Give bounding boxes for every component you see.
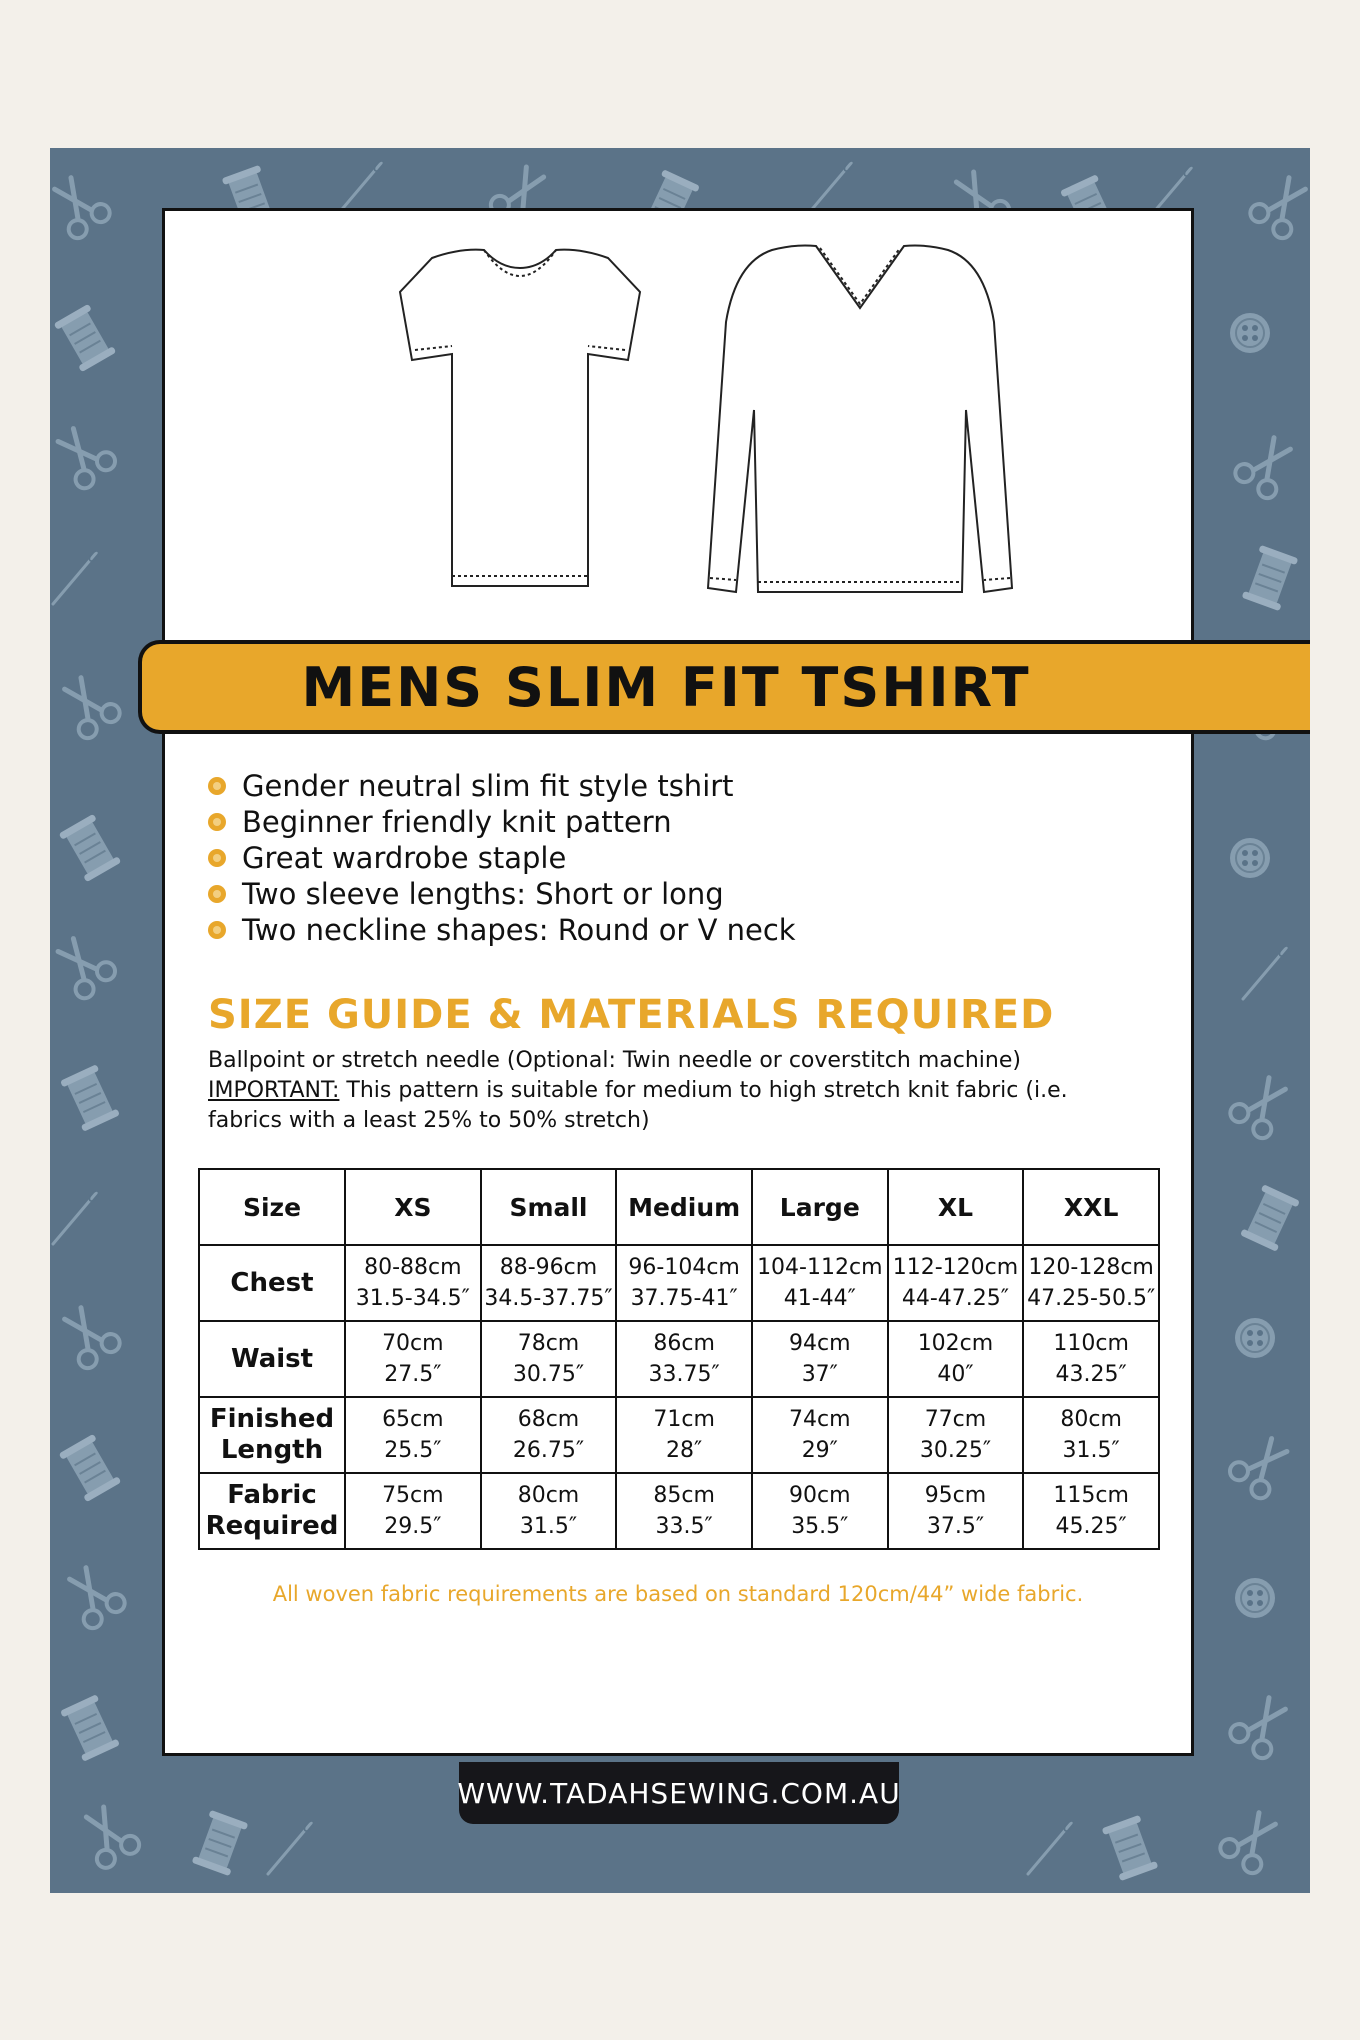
header-cell: Size <box>199 1169 345 1245</box>
measurement-cell <box>481 1245 617 1321</box>
imperial-value: 29″ <box>801 1438 838 1463</box>
materials-text <box>208 1046 1128 1136</box>
important-label: IMPORTANT: <box>208 1078 340 1103</box>
header-cell: XS <box>345 1169 481 1245</box>
header-cell: Large <box>752 1169 888 1245</box>
measurement-cell <box>752 1397 888 1473</box>
imperial-value: 29.5″ <box>384 1514 442 1539</box>
row-label-line: Waist <box>230 1343 314 1374</box>
row-label-line: Finished <box>209 1404 335 1434</box>
measurement-cell <box>481 1473 617 1549</box>
imperial-value: 25.5″ <box>384 1438 442 1463</box>
metric-value: 80-88cm <box>364 1255 462 1280</box>
imperial-value: 41-44″ <box>783 1286 856 1311</box>
measurement-cell <box>1023 1321 1159 1397</box>
measurement-cell <box>616 1397 752 1473</box>
measurement-cell <box>888 1397 1024 1473</box>
feature-item: Beginner friendly knit pattern <box>208 804 796 840</box>
button-bullet-icon <box>208 885 226 903</box>
measurement-cell <box>616 1321 752 1397</box>
measurement-cell <box>345 1321 481 1397</box>
imperial-value: 44-47.25″ <box>901 1286 1010 1311</box>
metric-value: 120-128cm <box>1028 1255 1154 1280</box>
imperial-value: 31.5″ <box>1062 1438 1120 1463</box>
metric-value: 115cm <box>1053 1483 1129 1508</box>
metric-value: 90cm <box>789 1483 851 1508</box>
metric-value: 74cm <box>789 1407 851 1432</box>
feature-item: Gender neutral slim fit style tshirt <box>208 768 796 804</box>
button-bullet-icon <box>208 849 226 867</box>
metric-value: 85cm <box>653 1483 715 1508</box>
needle-line: Ballpoint or stretch needle (Optional: Twin needle or coverstitch machine) <box>208 1048 1021 1073</box>
feature-list <box>208 768 796 948</box>
table-row <box>199 1397 1159 1473</box>
metric-value: 68cm <box>517 1407 580 1432</box>
metric-value: 86cm <box>653 1331 715 1356</box>
button-bullet-icon <box>208 777 226 795</box>
measurement-cell <box>481 1397 617 1473</box>
size-guide-heading: SIZE GUIDE & MATERIALS REQUIRED <box>208 992 1055 1038</box>
table-row <box>199 1321 1159 1397</box>
long-sleeve-v-neck-tshirt <box>708 246 1012 593</box>
imperial-value: 43.25″ <box>1055 1362 1127 1387</box>
button-bullet-icon <box>208 813 226 831</box>
measurement-cell <box>345 1473 481 1549</box>
pattern-title: MENS SLIM FIT TSHIRT <box>301 655 1031 719</box>
metric-value: 77cm <box>924 1407 987 1432</box>
fabric-footnote: All woven fabric requirements are based on standard 120cm/44” wide fabric. <box>272 1582 1084 1606</box>
header-cell: XXL <box>1023 1169 1159 1245</box>
imperial-value: 35.5″ <box>791 1514 849 1539</box>
metric-value: 94cm <box>789 1331 851 1356</box>
row-label-cell <box>199 1321 345 1397</box>
imperial-value: 30.75″ <box>512 1362 585 1387</box>
garment-illustrations <box>320 232 1040 602</box>
imperial-value: 27.5″ <box>384 1362 442 1387</box>
measurement-cell <box>1023 1397 1159 1473</box>
imperial-value: 30.25″ <box>919 1438 992 1463</box>
imperial-value: 31.5-34.5″ <box>355 1286 470 1311</box>
measurement-cell <box>1023 1473 1159 1549</box>
measurement-cell <box>616 1245 752 1321</box>
row-label-line: Chest <box>230 1267 314 1298</box>
website-pill <box>459 1762 899 1824</box>
metric-value: 70cm <box>382 1331 444 1356</box>
imperial-value: 37.75-41″ <box>630 1286 738 1311</box>
imperial-value: 34.5-37.75″ <box>484 1286 613 1311</box>
short-sleeve-round-neck-tshirt <box>400 250 640 586</box>
website-link[interactable]: WWW.TADAHSEWING.COM.AU <box>457 1776 901 1810</box>
measurement-cell <box>616 1473 752 1549</box>
measurement-cell <box>752 1245 888 1321</box>
measurement-cell <box>1023 1245 1159 1321</box>
measurement-cell <box>752 1321 888 1397</box>
measurement-cell <box>888 1473 1024 1549</box>
metric-value: 96-104cm <box>628 1255 740 1280</box>
metric-value: 75cm <box>382 1483 444 1508</box>
imperial-value: 40″ <box>937 1362 974 1387</box>
title-banner <box>138 640 1310 734</box>
imperial-value: 47.25-50.5″ <box>1027 1286 1156 1311</box>
table-row <box>199 1473 1159 1549</box>
header-cell: XL <box>888 1169 1024 1245</box>
measurement-cell <box>752 1473 888 1549</box>
metric-value: 80cm <box>517 1483 580 1508</box>
feature-item: Two sleeve lengths: Short or long <box>208 876 796 912</box>
measurement-cell <box>345 1245 481 1321</box>
important-text: This pattern is suitable for medium to high stretch knit fabric (i.e. fabrics with a least 25% to 50% stretch) <box>208 1078 1068 1133</box>
feature-item: Great wardrobe staple <box>208 840 796 876</box>
header-cell: Small <box>481 1169 617 1245</box>
metric-value: 112-120cm <box>892 1255 1019 1280</box>
measurement-cell <box>345 1397 481 1473</box>
metric-value: 104-112cm <box>757 1255 883 1280</box>
row-label-line: Required <box>205 1511 339 1541</box>
header-cell: Medium <box>616 1169 752 1245</box>
metric-value: 65cm <box>382 1407 444 1432</box>
metric-value: 78cm <box>517 1331 580 1356</box>
metric-value: 95cm <box>924 1483 987 1508</box>
metric-value: 88-96cm <box>499 1255 598 1280</box>
row-label-cell <box>199 1397 345 1473</box>
imperial-value: 45.25″ <box>1055 1514 1127 1539</box>
measurement-cell <box>888 1245 1024 1321</box>
imperial-value: 26.75″ <box>512 1438 585 1463</box>
table-header-row <box>199 1169 1159 1245</box>
imperial-value: 33.75″ <box>648 1362 720 1387</box>
important-note <box>208 1076 1128 1136</box>
row-label-cell <box>199 1473 345 1549</box>
measurement-cell <box>481 1321 617 1397</box>
row-label-line: Length <box>220 1435 324 1465</box>
measurement-cell <box>888 1321 1024 1397</box>
button-bullet-icon <box>208 921 226 939</box>
table-row <box>199 1245 1159 1321</box>
imperial-value: 31.5″ <box>519 1514 578 1539</box>
row-label-cell <box>199 1245 345 1321</box>
metric-value: 102cm <box>917 1331 994 1356</box>
imperial-value: 28″ <box>666 1438 703 1463</box>
imperial-value: 37.5″ <box>926 1514 985 1539</box>
metric-value: 71cm <box>653 1407 715 1432</box>
feature-item: Two neckline shapes: Round or V neck <box>208 912 796 948</box>
metric-value: 80cm <box>1060 1407 1122 1432</box>
size-chart-table <box>198 1168 1160 1550</box>
imperial-value: 33.5″ <box>655 1514 713 1539</box>
metric-value: 110cm <box>1053 1331 1129 1356</box>
row-label-line: Fabric <box>227 1480 317 1510</box>
imperial-value: 37″ <box>801 1362 838 1387</box>
